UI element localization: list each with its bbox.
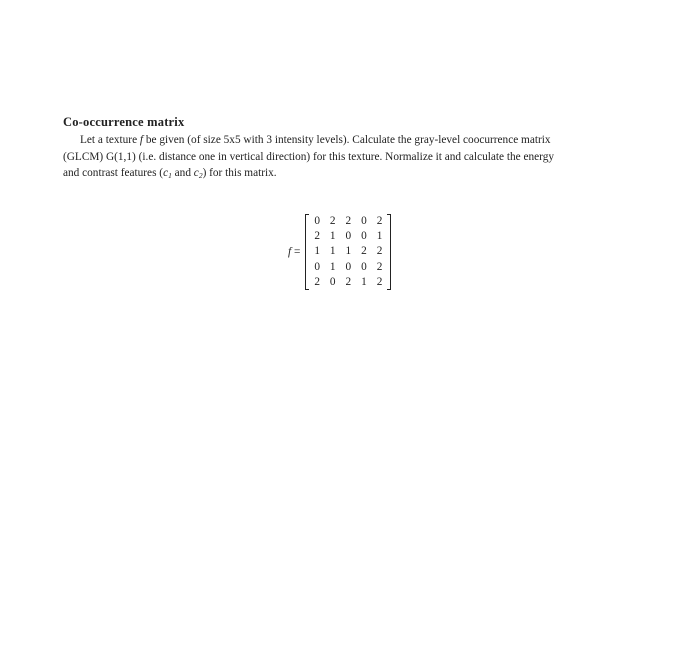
problem-statement [63,132,649,182]
matrix-cell: 2 [376,215,383,228]
texture-equation [288,213,391,291]
feature-c2-base: c [193,167,199,179]
matrix-cell: 2 [329,215,336,228]
text-fragment: and [171,167,194,179]
matrix-cell: 2 [314,275,320,288]
matrix-cell: 0 [314,260,320,273]
matrix-cell: 1 [314,245,320,258]
matrix-cell: 2 [376,275,383,288]
matrix-cell: 1 [329,230,336,243]
texture-variable: f [139,134,144,146]
matrix-cell: 2 [345,215,352,228]
matrix-cell: 0 [314,215,320,228]
matrix-cell: 0 [345,260,352,273]
problem-line-1 [63,132,649,149]
matrix-cell: 2 [376,260,383,273]
feature-c1 [163,167,172,179]
equation-variable: f [288,246,292,258]
matrix-cell: 0 [361,230,367,243]
feature-c1-base: c [163,167,169,179]
equals-sign: = [291,246,301,258]
matrix-cell: 2 [376,245,383,258]
matrix-cell: 2 [361,245,367,258]
problem-line-2: (GLCM) G(1,1) (i.e. distance one in vertical direction) for this texture. Normalize it and calculate the energy [63,150,555,163]
problem-line-3 [63,165,649,182]
matrix-cell: 0 [329,275,336,288]
equation-lhs [288,246,300,258]
texture-matrix [305,214,391,290]
matrix-cell: 1 [329,245,336,258]
left-bracket [305,214,309,290]
feature-c2 [194,167,203,179]
matrix-cell: 0 [361,260,367,273]
matrix-cell: 1 [345,245,352,258]
matrix-cell: 2 [314,230,320,243]
feature-c2-subscript: 2 [198,171,203,180]
matrix-cell: 2 [345,275,352,288]
right-bracket [387,214,391,290]
matrix-cell: 0 [361,215,367,228]
text-fragment: Let a texture [80,134,140,146]
section-title: Co-occurrence matrix [63,115,185,129]
feature-c1-subscript: 1 [168,171,172,180]
text-fragment: and contrast features ( [63,167,164,179]
matrix-cell: 1 [361,275,367,288]
text-fragment: be given (of size 5x5 with 3 intensity levels). Calculate the gray-level coocurrence matrix [143,134,551,146]
matrix-cell: 1 [376,230,383,243]
text-fragment: ) for this matrix. [202,167,277,179]
matrix-cell: 0 [345,230,352,243]
matrix-cell: 1 [329,260,336,273]
